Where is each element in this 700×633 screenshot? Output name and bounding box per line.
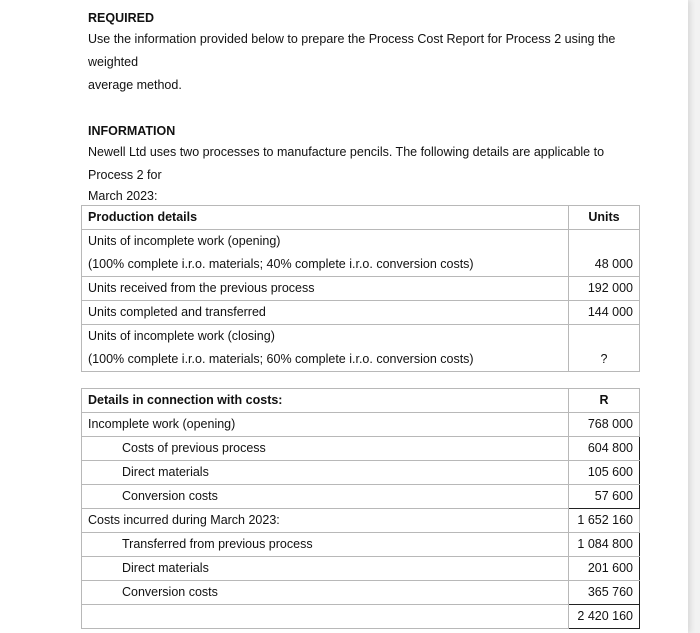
row-label: Conversion costs [82,485,569,509]
row-label: Units received from the previous process [82,277,569,301]
row-value: 144 000 [569,301,640,325]
table-header-row [82,206,640,230]
row-label: Direct materials [82,461,569,485]
table-row [82,437,640,461]
row-value [569,230,640,254]
row-value: 768 000 [569,413,640,437]
information-text-line-1: Newell Ltd uses two processes to manufacture pencils. The following details are applicable to Process 2 for [88,145,605,182]
required-text-line-1: Use the information provided below to prepare the Process Cost Report for Process 2 using the weighted [88,32,616,69]
table-row [82,509,640,533]
row-label: Costs of previous process [82,437,569,461]
row-label: (100% complete i.r.o. materials; 60% complete i.r.o. conversion costs) [82,348,569,372]
cost-details-table [81,388,640,629]
row-label: Units of incomplete work (opening) [82,230,569,254]
row-value: 48 000 [569,253,640,277]
table-row [82,485,640,509]
cost-header-unit: R [569,389,640,413]
table-row [82,533,640,557]
table-row [82,581,640,605]
row-label: Costs incurred during March 2023: [82,509,569,533]
table-row [82,557,640,581]
row-value: 201 600 [569,557,640,581]
table-row [82,348,640,372]
row-label [82,605,569,629]
table-header-row [82,389,640,413]
cost-header-label: Details in connection with costs: [82,389,569,413]
row-value [569,325,640,349]
document-content [88,8,640,629]
row-label: Conversion costs [82,581,569,605]
production-details-table [81,205,640,372]
row-label: Units completed and transferred [82,301,569,325]
row-label: Units of incomplete work (closing) [82,325,569,349]
production-header-units: Units [569,206,640,230]
table-row [82,253,640,277]
table-row [82,277,640,301]
row-value: ? [569,348,640,372]
row-value: 1 084 800 [569,533,640,557]
row-value: 604 800 [569,437,640,461]
table-row [82,230,640,254]
row-value: 192 000 [569,277,640,301]
production-header-label: Production details [82,206,569,230]
information-text-line-2: March 2023: [88,189,158,203]
row-label: Incomplete work (opening) [82,413,569,437]
required-text-line-2: average method. [88,78,182,92]
row-label: (100% complete i.r.o. materials; 40% complete i.r.o. conversion costs) [82,253,569,277]
row-label: Direct materials [82,557,569,581]
row-label: Transferred from previous process [82,533,569,557]
row-value: 57 600 [569,485,640,509]
table-row [82,413,640,437]
total-value: 2 420 160 [569,605,640,629]
row-value: 105 600 [569,461,640,485]
information-heading: INFORMATION [88,124,176,138]
table-row [82,461,640,485]
table-row [82,325,640,349]
table-row [82,301,640,325]
required-heading: REQUIRED [88,11,154,25]
table-row [82,605,640,629]
row-value: 365 760 [569,581,640,605]
row-value: 1 652 160 [569,509,640,533]
